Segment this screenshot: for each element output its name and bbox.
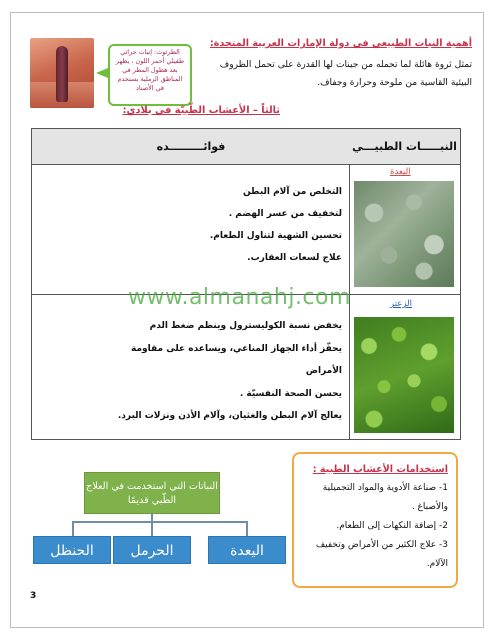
section-heading-importance: أهمية النبات الطبيعي في دولة الإمارات العربية المتحدة: bbox=[209, 38, 472, 49]
benefit-item: يحسن الصحة النفسيّة . bbox=[239, 388, 342, 399]
uses-title: استخدامات الأعشاب الطبية : bbox=[312, 464, 448, 475]
benefit-item: علاج لسعات العقارب. bbox=[247, 253, 342, 263]
table-header-plant: النبـــــات الطبيـــي bbox=[348, 129, 460, 165]
diagram-leaf-box: اليعدة bbox=[208, 536, 286, 564]
benefits-list-lavender bbox=[210, 181, 342, 269]
herbs-table bbox=[31, 128, 461, 440]
intro-paragraph: تمثل ثروة هائلة لما تحمله من جينات لها القدرة على تحمل الظروف البيئية القاسية من ملوحة وحرارة وجفاف. bbox=[219, 60, 472, 88]
section-heading-herbs: ثالثاً – الأعشاب الطّبيّة في بلادي: bbox=[122, 105, 280, 116]
uses-item: 3- علاج الكثير من الأمراض وتخفيف الآلام. bbox=[315, 540, 448, 569]
benefit-item: التخلص من آلام البطن bbox=[242, 187, 342, 197]
diagram-leaf-box: الحرمل bbox=[113, 536, 191, 564]
desert-plant-photo bbox=[30, 38, 94, 108]
page-number: 3 bbox=[30, 591, 37, 601]
benefit-item: الأمراض bbox=[305, 366, 342, 376]
benefit-item: يحفّز أداء الجهاز المناعي، ويساعده على مقاومة bbox=[131, 343, 342, 354]
benefits-list-thyme bbox=[118, 315, 342, 428]
plant-name-lavender: اليعدة bbox=[390, 167, 411, 177]
diagram-connector bbox=[72, 521, 248, 523]
benefit-item: تحسين الشهية لتناول الطعام. bbox=[209, 231, 342, 241]
watermark-url: www.almanahj.com bbox=[128, 285, 351, 310]
benefit-item: يخفض نسبة الكوليسترول وينظم ضغط الدم bbox=[149, 321, 342, 331]
herb-uses-box bbox=[292, 452, 458, 588]
diagram-connector bbox=[151, 521, 153, 536]
photo-callout: الطرثوث: إنبات جراثي طفيلي أحمر اللون ، يظهر بعد هطول المطر في المناطق الرملية يستخدم في الأصناد bbox=[108, 44, 192, 106]
lavender-photo bbox=[354, 181, 454, 287]
thyme-photo bbox=[354, 317, 454, 433]
uses-item: 1- صناعة الأدوية والمواد التجميلية والأصباغ . bbox=[322, 483, 448, 512]
table-header-benefits: فوائـــــــــده bbox=[32, 129, 350, 165]
diagram-root-box: النباتات التي استخدمت في العلاج الطّبي قديمًا bbox=[84, 472, 220, 514]
plant-name-thyme: الزعتر bbox=[390, 299, 412, 309]
uses-item: 2- إضافة النكهات إلى الطعام. bbox=[336, 521, 448, 531]
diagram-connector bbox=[72, 521, 74, 536]
benefit-item: يعالج آلام البطن والغثيان، وآلام الأذن ونزلات البرد. bbox=[117, 411, 342, 421]
benefit-item: لتخفيف من عسر الهضم . bbox=[228, 209, 342, 219]
diagram-connector bbox=[246, 521, 248, 536]
diagram-leaf-box: الحنظل bbox=[33, 536, 111, 564]
callout-arrow bbox=[96, 68, 108, 78]
